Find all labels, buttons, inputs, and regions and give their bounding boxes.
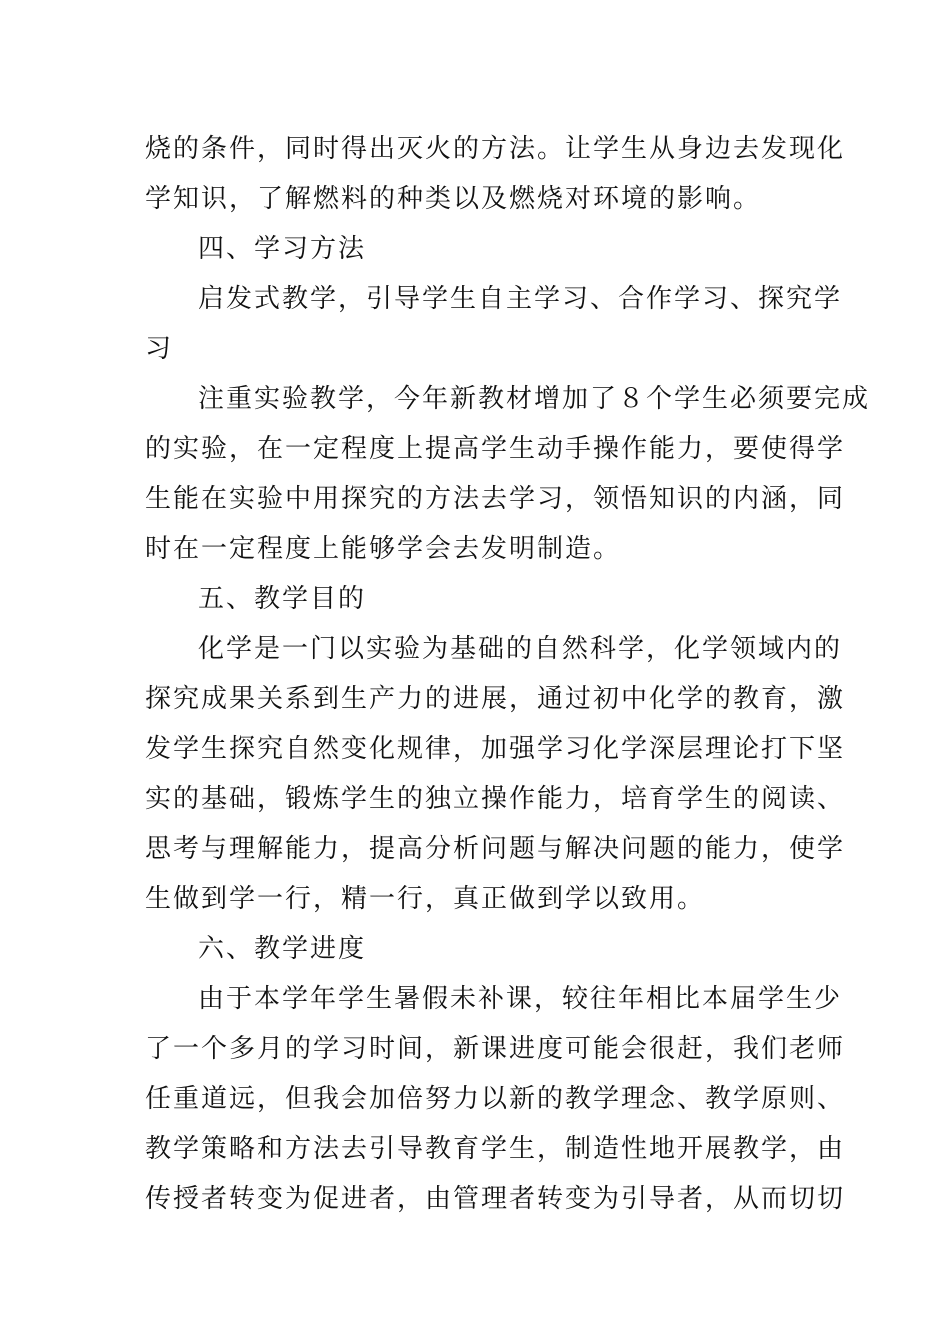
text-line: 习	[145, 334, 174, 364]
text-line: 学知识，了解燃料的种类以及燃烧对环境的影响。	[145, 184, 762, 214]
text-line: 由于本学年学生暑假未补课，较往年相比本届学生少	[198, 984, 843, 1014]
text-line: 注重实验教学，今年新教材增加了８个学生必须要完成	[198, 384, 871, 414]
text-line: 化学是一门以实验为基础的自然科学，化学领域内的	[198, 634, 843, 664]
text-line: 发学生探究自然变化规律，加强学习化学深层理论打下坚	[145, 734, 846, 764]
text-line: 生做到学一行，精一行，真正做到学以致用。	[145, 884, 706, 914]
text-line: 任重道远，但我会加倍努力以新的教学理念、教学原则、	[145, 1084, 846, 1114]
section-heading: 五、教学目的	[198, 584, 367, 614]
text-line: 传授者转变为促进者，由管理者转变为引导者，从而切切	[145, 1184, 846, 1214]
text-line: 生能在实验中用探究的方法去学习，领悟知识的内涵，同	[145, 484, 846, 514]
text-line: 启发式教学，引导学生自主学习、合作学习、探究学	[198, 284, 843, 314]
text-line: 时在一定程度上能够学会去发明制造。	[145, 534, 622, 564]
text-line: 探究成果关系到生产力的进展，通过初中化学的教育，激	[145, 684, 846, 714]
section-heading: 六、教学进度	[198, 934, 367, 964]
section-heading: 四、学习方法	[198, 234, 367, 264]
text-line: 实的基础，锻炼学生的独立操作能力，培育学生的阅读、	[145, 784, 846, 814]
text-line: 了一个多月的学习时间，新课进度可能会很赶，我们老师	[145, 1034, 846, 1064]
text-line: 教学策略和方法去引导教育学生，制造性地开展教学，由	[145, 1134, 846, 1164]
text-line: 的实验，在一定程度上提高学生动手操作能力，要使得学	[145, 434, 846, 464]
text-line: 烧的条件，同时得出灭火的方法。让学生从身边去发现化	[145, 134, 846, 164]
text-line: 思考与理解能力，提高分析问题与解决问题的能力，使学	[145, 834, 846, 864]
